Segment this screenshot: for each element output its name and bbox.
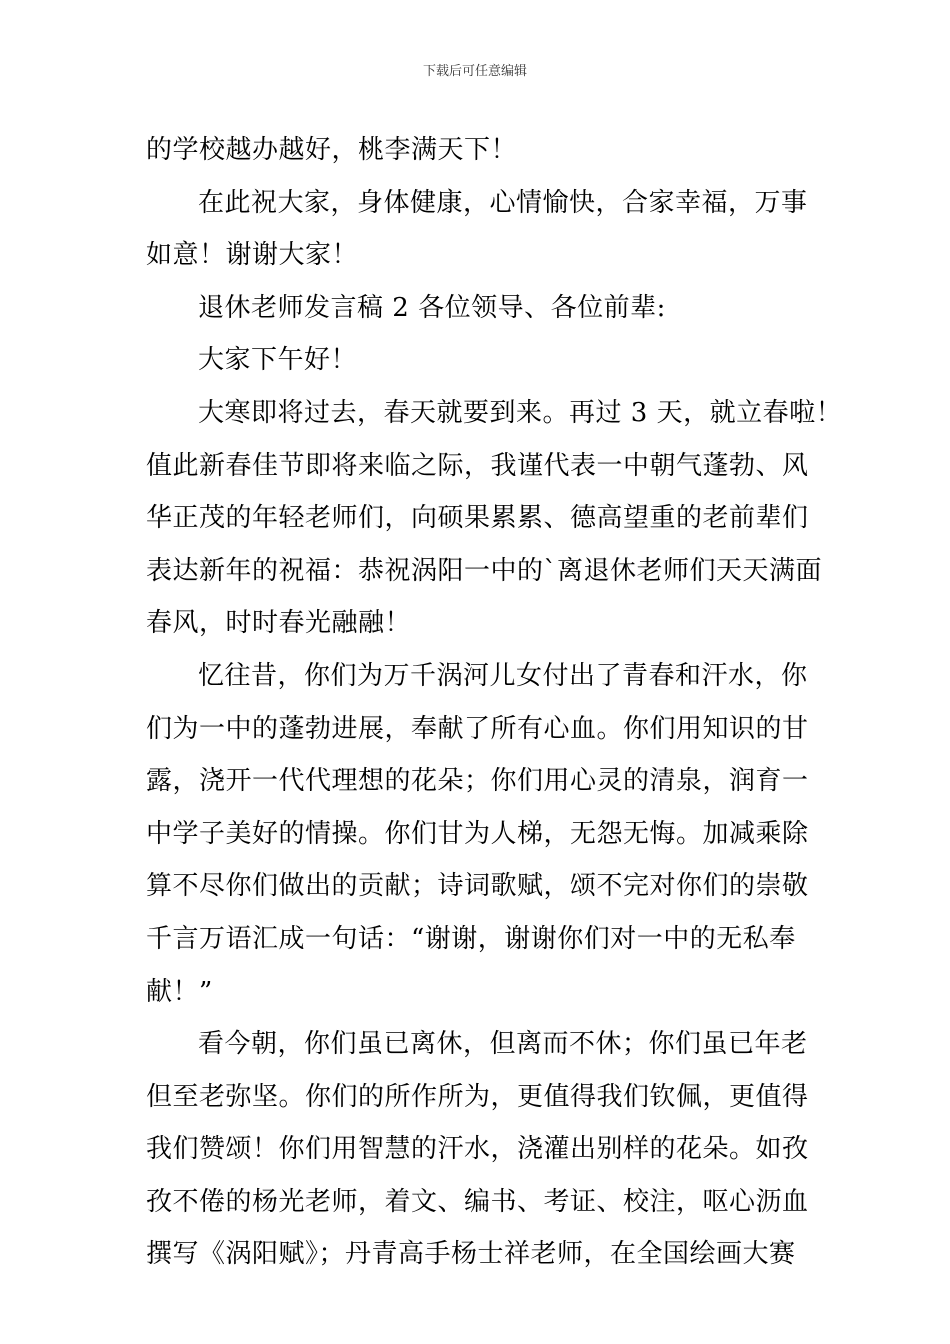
text-line: 但至老弥坚。你们的所作所为，更值得我们钦佩，更值得 bbox=[146, 1081, 809, 1112]
document-body bbox=[146, 124, 843, 1281]
text-line: 千言万语汇成一句话：“谢谢，谢谢你们对一中的无私奉 bbox=[146, 923, 796, 954]
text-line: 如意！谢谢大家！ bbox=[146, 240, 359, 271]
text-line: 孜不倦的杨光老师，着文、编书、考证、校注，呕心沥血 bbox=[146, 1186, 809, 1217]
text-line: 我们赞颂！你们用智慧的汗水，浇灌出别样的花朵。如孜 bbox=[146, 1134, 809, 1165]
text-line: 表达新年的祝福：恭祝涡阳一中的`离退休老师们天天满面 bbox=[146, 555, 823, 586]
text-line: 献！” bbox=[146, 976, 213, 1007]
header-note: 下载后可任意编辑 bbox=[422, 64, 527, 79]
text-line: 中学子美好的情操。你们甘为人梯，无怨无悔。加减乘除 bbox=[146, 818, 809, 849]
text-line: 撰写《涡阳赋》；丹青高手杨士祥老师，在全国绘画大赛 bbox=[146, 1239, 796, 1270]
text-line: 春风，时时春光融融！ bbox=[146, 608, 412, 639]
text-line: 华正茂的年轻老师们，向硕果累累、德高望重的老前辈们 bbox=[146, 503, 809, 534]
text-line: 看今朝，你们虽已离休，但离而不休；你们虽已年老 bbox=[198, 1029, 808, 1060]
text-line: 算不尽你们做出的贡献；诗词歌赋，颂不完对你们的崇敬 bbox=[146, 871, 809, 902]
text-line: 在此祝大家，身体健康，心情愉快，合家幸福，万事 bbox=[198, 187, 808, 218]
text-line: 的学校越办越好，桃李满天下！ bbox=[146, 135, 518, 165]
text-line: 值此新春佳节即将来临之际，我谨代表一中朝气蓬勃、风 bbox=[146, 450, 809, 481]
text-line: 忆往昔，你们为万千涡河儿女付出了青春和汗水，你 bbox=[198, 660, 808, 691]
text-line: 们为一中的蓬勃进展，奉献了所有心血。你们用知识的甘 bbox=[146, 713, 809, 744]
text-line: 大家下午好！ bbox=[198, 345, 358, 376]
text-line: 退休老师发言稿 2 各位领导、各位前辈: bbox=[198, 292, 666, 323]
text-line: 大寒即将过去，春天就要到来。再过 3 天，就立春啦！ bbox=[198, 397, 843, 428]
text-line: 露，浇开一代代理想的花朵；你们用心灵的清泉，润育一 bbox=[146, 766, 809, 797]
